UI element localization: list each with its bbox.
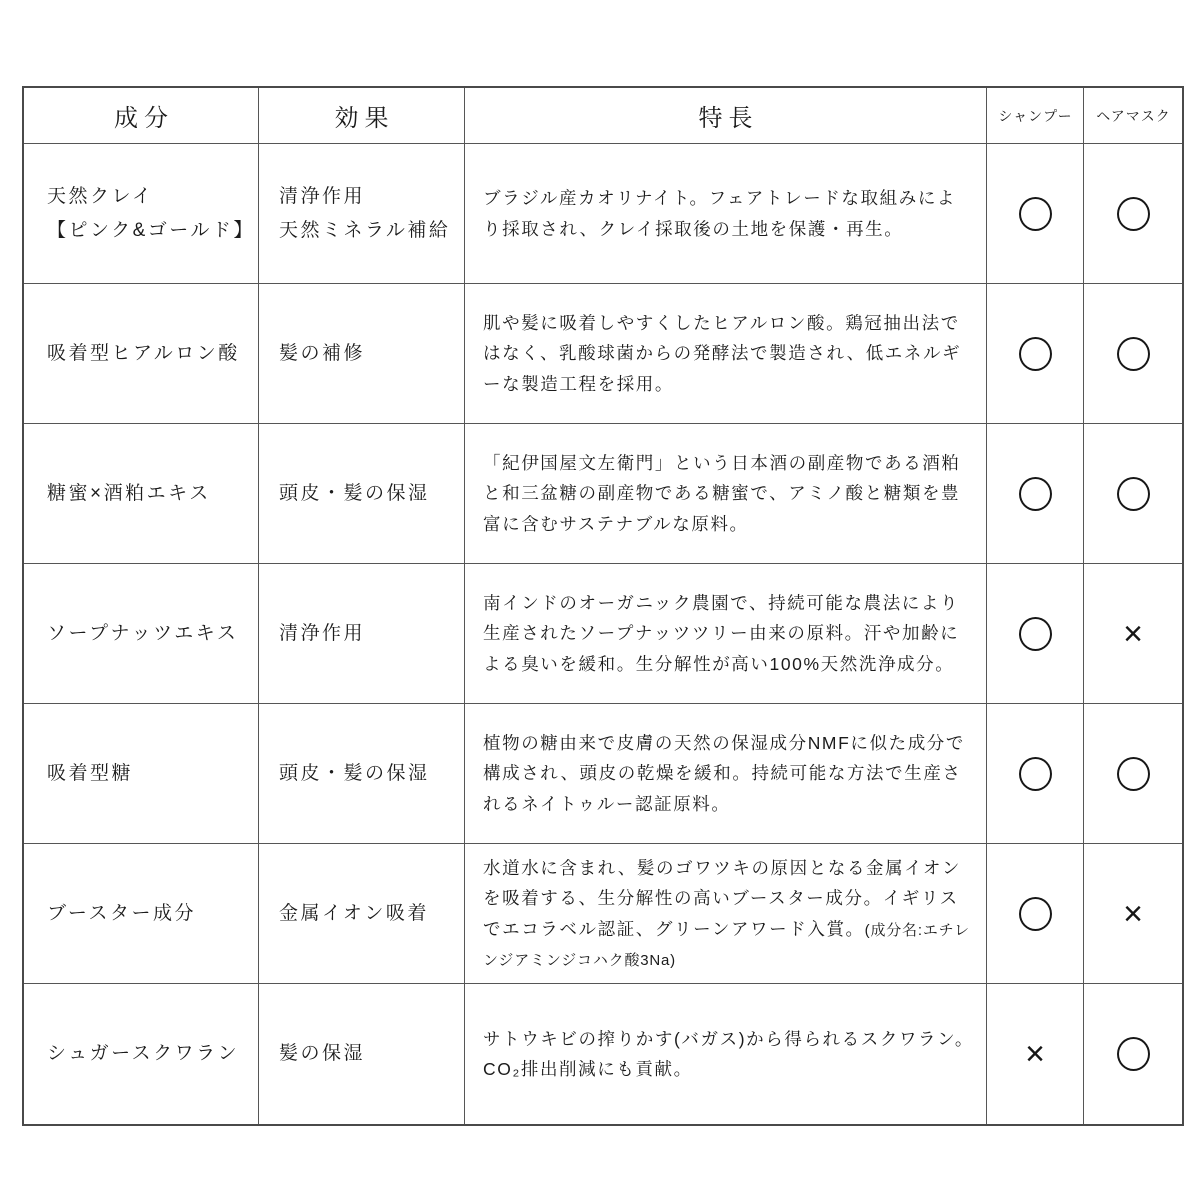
ingredient-name: 吸着型糖 (47, 762, 134, 784)
header-effect-label: 効果 (334, 105, 395, 132)
table-row-6-name (24, 844, 259, 984)
header-hairmask (1084, 88, 1182, 144)
shampoo-mark (987, 704, 1084, 844)
header-feature (465, 88, 987, 144)
table-row-1-feature (465, 144, 987, 284)
ingredient-name: ブースター成分 (47, 902, 196, 924)
feature-text: 南インドのオーガニック農園で、持続可能な農法により生産されたソープナッツツリー由来の原料。汗や加齢による臭いを緩和。生分解性が高い100%天然洗浄成分。 (483, 593, 960, 674)
header-shampoo (987, 88, 1084, 144)
effect-text: 清浄作用 (279, 186, 366, 208)
header-shampoo-label: シャンプー (998, 107, 1073, 124)
effect-text: 頭皮・髪の保湿 (279, 482, 430, 504)
header-ingredient-label: 成分 (114, 105, 174, 132)
effect-text: 清浄作用 (279, 622, 366, 644)
effect-text: 金属イオン吸着 (279, 902, 429, 924)
table-row-3-name (24, 424, 259, 564)
ingredient-name-line2: 【ピンク&ゴールド】 (47, 219, 255, 241)
table-row-7-feature (465, 984, 987, 1124)
table-row-7-effect (259, 984, 465, 1124)
hairmask-mark (1084, 984, 1182, 1124)
hairmask-mark (1084, 424, 1182, 564)
ingredient-name: 糖蜜×酒粕エキス (47, 482, 211, 504)
table-row-3-feature (465, 424, 987, 564)
feature-text: ブラジル産カオリナイト。フェアトレードな取組みにより採取され、クレイ採取後の土地を保護・再生。 (483, 188, 957, 239)
table-row-7-name (24, 984, 259, 1124)
table-row-1-name (24, 144, 259, 284)
shampoo-mark (987, 424, 1084, 564)
feature-text: 植物の糖由来で皮膚の天然の保湿成分NMFに似た成分で構成され、頭皮の乾燥を緩和。持続可能な方法で生産されるネイトゥルー認証原料。 (483, 733, 966, 814)
ingredient-name: シュガースクワラン (47, 1043, 240, 1065)
table-row-6-effect (259, 844, 465, 984)
table-row-5-name (24, 704, 259, 844)
header-feature-label: 特長 (698, 105, 759, 132)
hairmask-mark (1084, 284, 1182, 424)
shampoo-mark (987, 984, 1084, 1124)
effect-text: 髪の補修 (279, 342, 366, 364)
hairmask-mark (1084, 844, 1182, 984)
header-hairmask-label: ヘアマスク (1096, 107, 1171, 124)
table-row-3-effect (259, 424, 465, 564)
shampoo-mark (987, 144, 1084, 284)
shampoo-mark (987, 284, 1084, 424)
feature-text: 水道水に含まれ、髪のゴワツキの原因となる金属イオンを吸着する、生分解性の高いブースター成分。イギリスでエコラベル認証、グリーンアワード入賞。 (483, 858, 962, 939)
hairmask-mark (1084, 564, 1182, 704)
hairmask-mark (1084, 704, 1182, 844)
effect-text: 髪の保湿 (279, 1043, 366, 1065)
table-row-2-feature (465, 284, 987, 424)
header-effect (259, 88, 465, 144)
ingredient-name: 吸着型ヒアルロン酸 (47, 342, 240, 364)
effect-text-line2: 天然ミネラル補給 (279, 219, 451, 241)
table-row-5-feature (465, 704, 987, 844)
hairmask-mark (1084, 144, 1182, 284)
effect-text: 頭皮・髪の保湿 (279, 762, 430, 784)
table-row-4-effect (259, 564, 465, 704)
shampoo-mark (987, 844, 1084, 984)
table-row-5-effect (259, 704, 465, 844)
ingredient-name: 天然クレイ (47, 186, 154, 208)
table-row-4-name (24, 564, 259, 704)
table-row-4-feature (465, 564, 987, 704)
ingredient-table (22, 86, 1184, 1126)
table-row-1-effect (259, 144, 465, 284)
feature-text: 肌や髪に吸着しやすくしたヒアルロン酸。鶏冠抽出法ではなく、乳酸球菌からの発酵法で製造され、低エネルギーな製造工程を採用。 (483, 313, 962, 394)
table-row-2-name (24, 284, 259, 424)
feature-text: サトウキビの搾りかす(バガス)から得られるスクワラン。CO₂排出削減にも貢献。 (483, 1028, 974, 1079)
table-row-2-effect (259, 284, 465, 424)
feature-text: 「紀伊国屋文左衛門」という日本酒の副産物である酒粕と和三盆糖の副産物である糖蜜で、アミノ酸と糖類を豊富に含むサステナブルな原料。 (483, 453, 961, 534)
shampoo-mark (987, 564, 1084, 704)
table-row-6-feature (465, 844, 987, 984)
ingredient-name: ソープナッツエキス (47, 622, 239, 644)
header-ingredient (24, 88, 259, 144)
feature-note: (成分名:エチレンジアミンジコハク酸3Na) (483, 921, 970, 969)
